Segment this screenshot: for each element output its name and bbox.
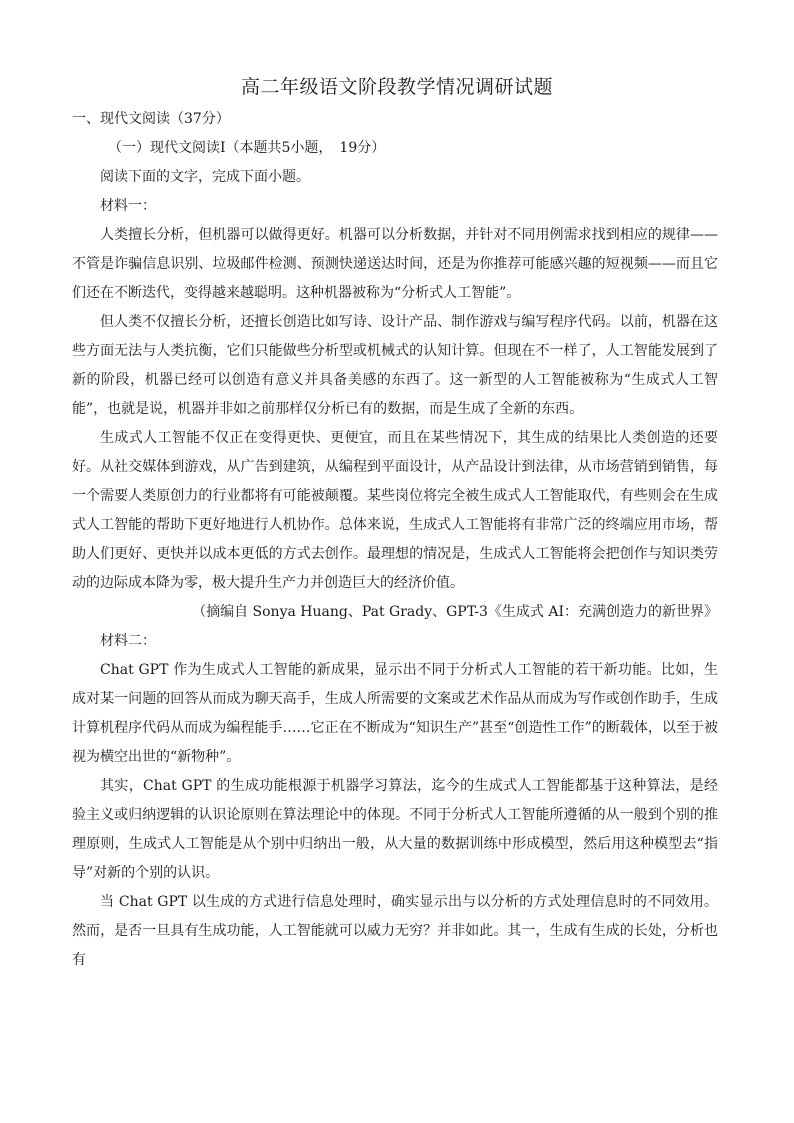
exam-title: 高二年级语文阶段教学情况调研试题 <box>240 76 553 98</box>
subsection-heading: （一）现代文阅读I（本题共5小题， 19分） <box>108 140 386 156</box>
exam-content <box>72 105 718 975</box>
material-one-paragraph: 人类擅长分析，但机器可以做得更好。机器可以分析数据，并针对不同用例需求找到相应的规律——不管是诈骗信息识别、垃圾邮件检测、预测快递送达时间，还是为你推荐可能感兴趣的短视频——而且它们还在不断迭代，变得越来越聪明。这种机器被称为“分析式人工智能”。 <box>72 227 718 301</box>
material-two-paragraph: Chat GPT 作为生成式人工智能的新成果，显示出不同于分析式人工智能的若干新功能。比如，生成对某一问题的回答从而成为聊天高手，生成人所需要的文案或艺术作品从而成为写作或创作助手，生成计算机程序代码从而成为编程能手……它正在不断成为“知识生产”甚至“创造性工作”的断载体，以至于被视为横空出世的“新物种”。 <box>72 662 718 765</box>
material-two-label: 材料二： <box>100 633 156 649</box>
section-heading: 一、现代文阅读（37分） <box>72 111 230 127</box>
material-two-paragraph: 其实，Chat GPT 的生成功能根源于机器学习算法，迄今的生成式人工智能都基于这种算法，是经验主义或归纳逻辑的认识论原则在算法理论中的体现。不同于分析式人工智能所遵循的从一般到个别的推理原则，生成式人工智能是从个别中归纳出一般，从大量的数据训练中形成模型，然后用这种模型去“指导”对新的个别的认识。 <box>72 778 718 881</box>
material-one-paragraph: 但人类不仅擅长分析，还擅长创造比如写诗、设计产品、制作游戏与编写程序代码。以前，机器在这些方面无法与人类抗衡，它们只能做些分析型或机械式的认知计算。但现在不一样了，人工智能发展到了新的阶段，机器已经可以创造有意义并具备美感的东西了。这一新型的人工智能被称为“生成式人工智能”，也就是说，机器并非如之前那样仅分析已有的数据，而是生成了全新的东西。 <box>72 314 718 417</box>
material-one-source: （摘编自 Sonya Huang、Pat Grady、GPT-3《生成式 AI：充满创造力的新世界》 <box>192 604 718 620</box>
material-two-paragraph: 当 Chat GPT 以生成的方式进行信息处理时，确实显示出与以分析的方式处理信息时的不同效用。然而，是否一旦具有生成功能，人工智能就可以威力无穷？并非如此。其一，生成有生成的长处，分析也有 <box>72 894 718 968</box>
instruction-text: 阅读下面的文字，完成下面小题。 <box>100 169 310 185</box>
material-one-label: 材料一： <box>100 198 156 214</box>
material-one-paragraph: 生成式人工智能不仅正在变得更快、更便宜，而且在某些情况下，其生成的结果比人类创造的还要好。从社交媒体到游戏，从广告到建筑，从编程到平面设计，从产品设计到法律，从市场营销到销售，每一个需要人类原创力的行业都将有可能被颠覆。某些岗位将完全被生成式人工智能取代，有些则会在生成式人工智能的帮助下更好地进行人机协作。总体来说，生成式人工智能将有非常广泛的终端应用市场，帮助人们更好、更快并以成本更低的方式去创作。最理想的情况是，生成式人工智能将会把创作与知识类劳动的边际成本降为零，极大提升生产力并创造巨大的经济价值。 <box>72 430 718 591</box>
